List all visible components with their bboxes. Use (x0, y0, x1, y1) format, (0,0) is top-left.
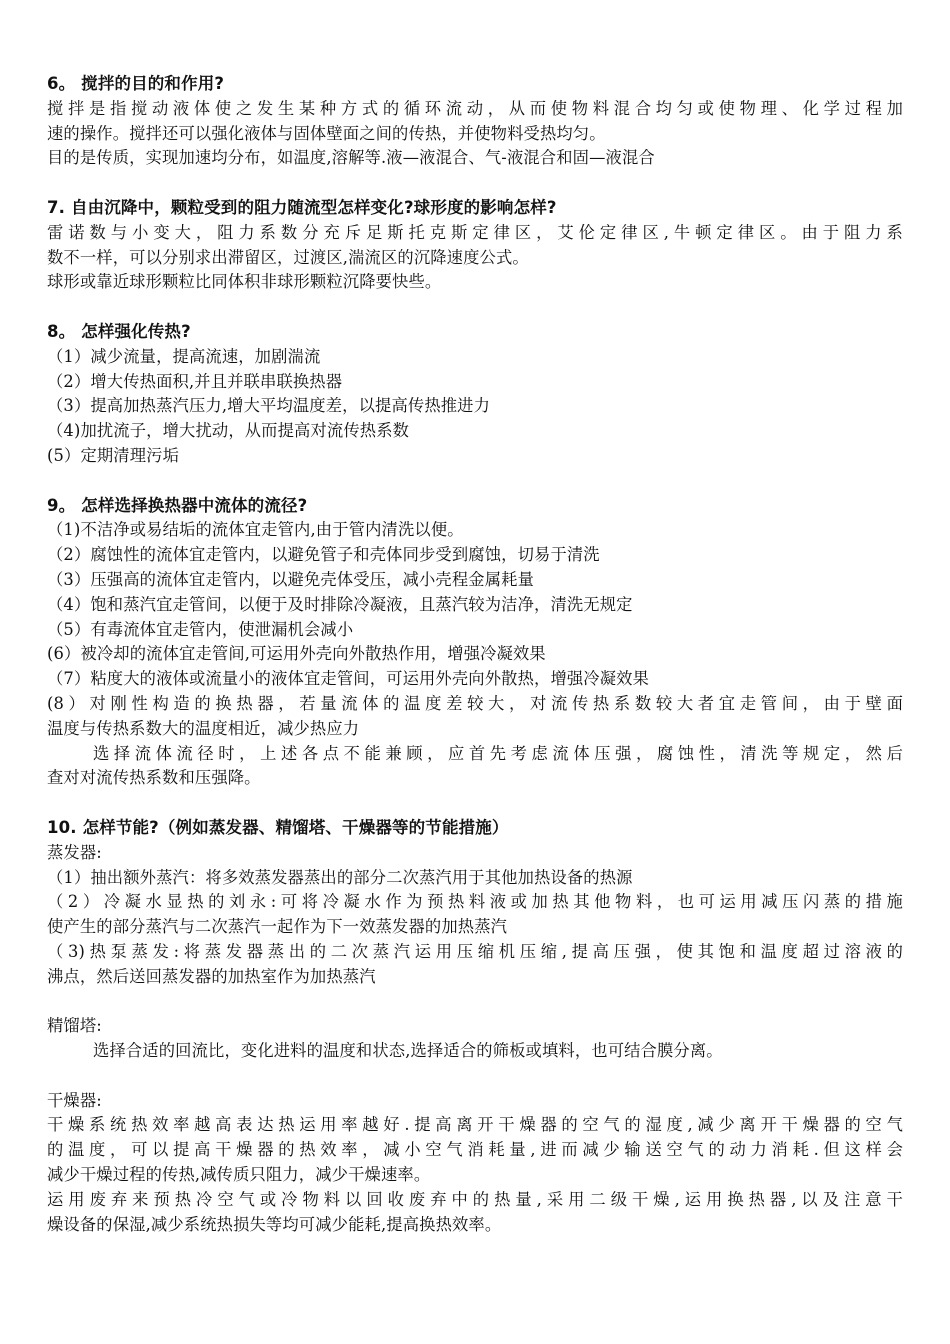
evaporator-item-line: （3)热泵蒸发:将蒸发器蒸出的二次蒸汽运用压缩机压缩,提高压强，使其饱和温度超过溶液的 (47, 941, 903, 961)
section-9-list-item: （4）饱和蒸汽宜走管间，以便于及时排除冷凝液，且蒸汽较为洁净，清洗无规定 (47, 594, 633, 614)
section-8-list-item: (5）定期清理污垢 (47, 445, 180, 465)
section-8-list-item: （1）减少流量，提高流速，加剧湍流 (47, 346, 321, 366)
section-9-list-item: （2）腐蚀性的流体宜走管内，以避免管子和壳体同步受到腐蚀，切易于清洗 (47, 545, 600, 565)
dryer-paragraph-line: 的温度，可以提高干燥器的热效率，减小空气消耗量,进而减少输送空气的动力消耗.但这样会 (47, 1140, 903, 1160)
dryer-label: 干燥器: (47, 1090, 102, 1110)
section-9-note-line: 选择流体流径时，上述各点不能兼顾，应首先考虑流体压强，腐蚀性，清洗等规定，然后 (93, 743, 903, 763)
section-7-sphericity: 球形或靠近球形颗粒比同体积非球形颗粒沉降要快些。 (47, 272, 442, 292)
dryer-paragraph-line: 减少干燥过程的传热,减传质只阻力，减少干燥速率。 (47, 1165, 431, 1185)
document-page (47, 72, 903, 1237)
section-7-paragraph-line: 数不一样，可以分别求出滞留区，过渡区,湍流区的沉降速度公式。 (47, 247, 529, 267)
section-9-list-item: （5）有毒流体宜走管内，使泄漏机会减小 (47, 619, 354, 639)
evaporator-item: （1）抽出额外蒸汽：将多效蒸发器蒸出的部分二次蒸汽用于其他加热设备的热源 (47, 867, 633, 887)
evaporator-label: 蒸发器: (47, 842, 102, 862)
section-9-list-item: （7）粘度大的液体或流量小的液体宜走管间，可运用外壳向外散热，增强冷凝效果 (47, 669, 650, 689)
section-6-paragraph-line: 搅拌是指搅动液体使之发生某种方式的循环流动，从而使物料混合均匀或使物理、化学过程加 (47, 98, 903, 118)
section-9-list-item: （3）压强高的流体宜走管内，以避免壳体受压，减小壳程金属耗量 (47, 569, 535, 589)
spacer (47, 1064, 903, 1089)
section-7-heading: 7. 自由沉降中，颗粒受到的阻力随流型怎样变化?球形度的影响怎样? (47, 197, 557, 217)
section-7-paragraph-line: 雷诺数与小变大，阻力系数分充斥足斯托克斯定律区，艾伦定律区,牛顿定律区。由于阻力系 (47, 222, 903, 242)
dryer-paragraph-line: 燥设备的保湿,减少系统热损失等均可减少能耗,提高换热效率。 (47, 1214, 502, 1234)
section-8-list-item: （4)加扰流子，增大扰动，从而提高对流传热系数 (47, 421, 410, 441)
section-9-heading: 9。 怎样选择换热器中流体的流径? (47, 495, 308, 515)
spacer (47, 295, 903, 320)
evaporator-item-line: 沸点，然后送回蒸发器的加热室作为加热蒸汽 (47, 966, 376, 986)
spacer (47, 989, 903, 1014)
evaporator-item-line: （2）冷凝水显热的刘永:可将冷凝水作为预热料液或加热其他物料，也可运用减压闪蒸的措施 (47, 892, 903, 912)
section-6-paragraph-line: 速的操作。搅拌还可以强化液体与固体壁面之间的传热，并使物料受热均匀。 (47, 123, 606, 143)
spacer (47, 791, 903, 816)
distillation-label: 精馏塔: (47, 1016, 102, 1036)
section-9-list-item: （1)不洁净或易结垢的流体宜走管内,由于管内清洗以便。 (47, 520, 464, 540)
spacer (47, 469, 903, 494)
section-9-item-8-line: 温度与传热系数大的温度相近，减少热应力 (47, 718, 360, 738)
dryer-paragraph-line: 干燥系统热效率越高表达热运用率越好.提高离开干燥器的空气的湿度,减少离开干燥器的空气 (47, 1115, 903, 1135)
section-6-heading: 6。 搅拌的目的和作用? (47, 74, 225, 93)
section-10-heading: 10. 怎样节能?（例如蒸发器、精馏塔、干燥器等的节能措施） (47, 817, 509, 837)
section-9-note-line: 查对对流传热系数和压强降。 (47, 768, 261, 788)
section-8-list-item: （2）增大传热面积,并且并联串联换热器 (47, 371, 343, 391)
spacer (47, 171, 903, 196)
evaporator-item-line: 使产生的部分蒸汽与二次蒸汽一起作为下一效蒸发器的加热蒸汽 (47, 917, 508, 937)
dryer-paragraph-line: 运用废弃来预热冷空气或冷物料以回收废弃中的热量,采用二级干燥,运用换热器,以及注意干 (47, 1189, 903, 1209)
distillation-text: 选择合适的回流比，变化进料的温度和状态,选择适合的筛板或填料，也可结合膜分离。 (93, 1041, 723, 1061)
section-6-purpose: 目的是传质，实现加速均分布，如温度,溶解等.液—液混合、气-液混合和固—液混合 (47, 148, 655, 168)
section-8-list-item: （3）提高加热蒸汽压力,增大平均温度差，以提高传热推进力 (47, 396, 491, 416)
section-8-heading: 8。 怎样强化传热? (47, 321, 191, 341)
section-9-item-8-line: (8）对刚性构造的换热器，若量流体的温度差较大，对流传热系数较大者宜走管间，由于壁面 (47, 693, 903, 713)
section-9-list-item: (6）被冷却的流体宜走管间,可运用外壳向外散热作用，增强冷凝效果 (47, 644, 546, 664)
